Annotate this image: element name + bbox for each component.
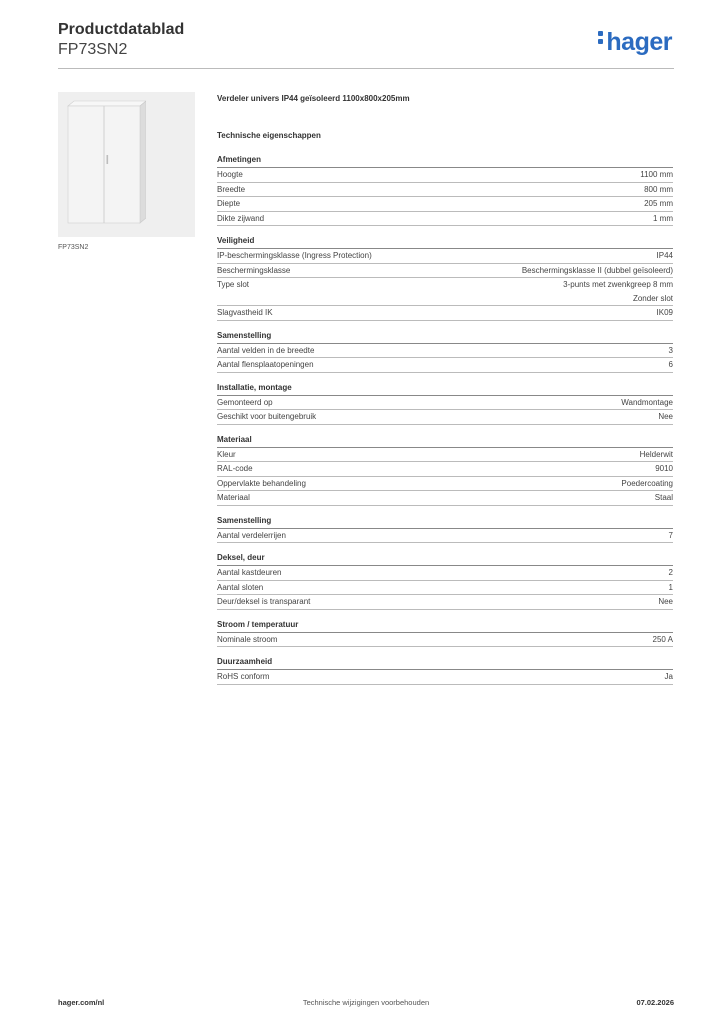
logo-dots-icon: [598, 31, 604, 47]
section-title: Technische eigenschappen: [217, 131, 321, 140]
spec-label: Dikte zijwand: [217, 213, 265, 223]
spec-value-line: 9010: [655, 464, 673, 473]
spec-row: [217, 410, 673, 425]
spec-value-line: 3-punts met zwenkgreep 8 mm: [563, 280, 673, 289]
page-title: Productdatablad: [58, 21, 185, 38]
footer-url[interactable]: hager.com/nl: [58, 998, 105, 1007]
spec-row: [217, 212, 673, 227]
group-title: Stroom / temperatuur: [217, 620, 673, 633]
spec-value-line: Poedercoating: [621, 478, 673, 488]
spec-row: [217, 462, 673, 477]
spec-label: Beschermingsklasse: [217, 265, 291, 275]
spec-value: [669, 529, 673, 543]
spec-row: [217, 249, 673, 264]
spec-value: [563, 278, 673, 305]
spec-row: [217, 566, 673, 581]
spec-value: [657, 306, 673, 320]
spec-row: [217, 529, 673, 544]
spec-value-line: 3: [668, 345, 673, 355]
cabinet-illustration: [66, 100, 146, 225]
spec-row: [217, 264, 673, 279]
spec-value-line: Helderwit: [639, 449, 673, 459]
spec-value: [658, 410, 673, 424]
spec-row: [217, 448, 673, 463]
spec-value-line: 205 mm: [644, 199, 673, 208]
group-title: Samenstelling: [217, 331, 673, 344]
spec-value-line: Ja: [664, 672, 673, 681]
spec-value: [640, 168, 673, 182]
spec-value: [665, 670, 673, 684]
spec-label: Hoogte: [217, 170, 243, 179]
spec-value-line: 1 mm: [653, 213, 673, 223]
spec-row: [217, 396, 673, 411]
spec-label: Materiaal: [217, 493, 250, 502]
spec-value: [669, 566, 673, 580]
spec-value-line: 800 mm: [644, 184, 673, 194]
spec-value: [644, 183, 673, 197]
spec-label: RoHS conform: [217, 672, 270, 681]
group-title: Installatie, montage: [217, 383, 673, 396]
spec-value: [653, 633, 673, 647]
group-title: Veiligheid: [217, 236, 673, 249]
spec-row: [217, 168, 673, 183]
spec-groups: [217, 155, 673, 685]
spec-value: [655, 462, 673, 476]
spec-label: Oppervlakte behandeling: [217, 478, 306, 488]
spec-value-line: 1: [668, 582, 673, 592]
spec-label: Breedte: [217, 184, 246, 194]
spec-label: Aantal velden in de breedte: [217, 345, 315, 355]
spec-row: [217, 595, 673, 610]
spec-row: [217, 633, 673, 648]
spec-label: Aantal sloten: [217, 582, 264, 592]
spec-value-line: Nee: [658, 597, 673, 606]
group-title: Afmetingen: [217, 155, 673, 168]
spec-value: [657, 249, 673, 263]
spec-value: [522, 264, 673, 278]
spec-value: [653, 212, 673, 226]
hager-logo: [598, 28, 672, 57]
spec-value-line: IP44: [656, 251, 673, 260]
spec-value: [621, 396, 673, 410]
logo-text: hager: [606, 28, 672, 56]
spec-label: Type slot: [217, 280, 250, 289]
header: [58, 20, 674, 60]
spec-value: [669, 344, 673, 358]
spec-row: [217, 306, 673, 321]
spec-row: [217, 183, 673, 198]
spec-label: Gemonteerd op: [217, 397, 273, 407]
spec-label: Deur/deksel is transparant: [217, 597, 311, 606]
spec-value-line: 6: [668, 360, 673, 369]
spec-label: Geschikt voor buitengebruik: [217, 412, 317, 421]
image-caption: FP73SN2: [58, 244, 89, 251]
spec-label: Aantal flensplaatopeningen: [217, 360, 314, 369]
header-divider: [58, 68, 674, 69]
spec-value-line: 250 A: [652, 634, 673, 644]
spec-value: [640, 448, 673, 462]
spec-label: Nominale stroom: [217, 634, 278, 644]
spec-row: [217, 581, 673, 596]
spec-value: [669, 581, 673, 595]
footer-date: 07.02.2026: [636, 998, 674, 1007]
spec-label: Aantal verdelerrijen: [217, 530, 286, 540]
spec-label: IP-beschermingsklasse (Ingress Protection): [217, 251, 372, 260]
group-title: Materiaal: [217, 435, 673, 448]
group-title: Samenstelling: [217, 516, 673, 529]
spec-value: [644, 197, 673, 211]
product-name: Verdeler univers IP44 geïsoleerd 1100x800x205mm: [217, 94, 410, 103]
group-title: Deksel, deur: [217, 553, 673, 566]
spec-value: [621, 477, 673, 491]
spec-value-line: Staal: [654, 493, 673, 502]
spec-value-line: 1100 mm: [640, 170, 673, 179]
spec-label: Aantal kastdeuren: [217, 568, 282, 577]
spec-value-line: Beschermingsklasse II (dubbel geïsoleerd): [521, 265, 673, 275]
spec-value-line: IK09: [656, 308, 673, 317]
spec-label: Kleur: [217, 449, 236, 459]
spec-value: [655, 491, 673, 505]
spec-row: [217, 477, 673, 492]
spec-row: [217, 344, 673, 359]
product-code: FP73SN2: [58, 41, 128, 58]
footer-note: Technische wijzigingen voorbehouden: [302, 998, 430, 1007]
spec-row: [217, 491, 673, 506]
spec-value-line: Zonder slot: [632, 293, 673, 303]
spec-row: [217, 358, 673, 373]
spec-value-line: Wandmontage: [621, 397, 673, 407]
product-image: [58, 92, 195, 237]
spec-row: [217, 670, 673, 685]
spec-value-line: 7: [668, 530, 673, 540]
spec-value-line: 2: [668, 568, 673, 577]
spec-label: Slagvastheid IK: [217, 308, 273, 317]
spec-label: RAL-code: [217, 464, 253, 473]
group-title: Duurzaamheid: [217, 657, 673, 670]
spec-value: [669, 358, 673, 372]
spec-sheet: [217, 94, 673, 685]
spec-label: Diepte: [217, 199, 241, 208]
spec-value-line: Nee: [658, 412, 673, 421]
spec-row: [217, 278, 673, 306]
spec-row: [217, 197, 673, 212]
spec-value: [658, 595, 673, 609]
